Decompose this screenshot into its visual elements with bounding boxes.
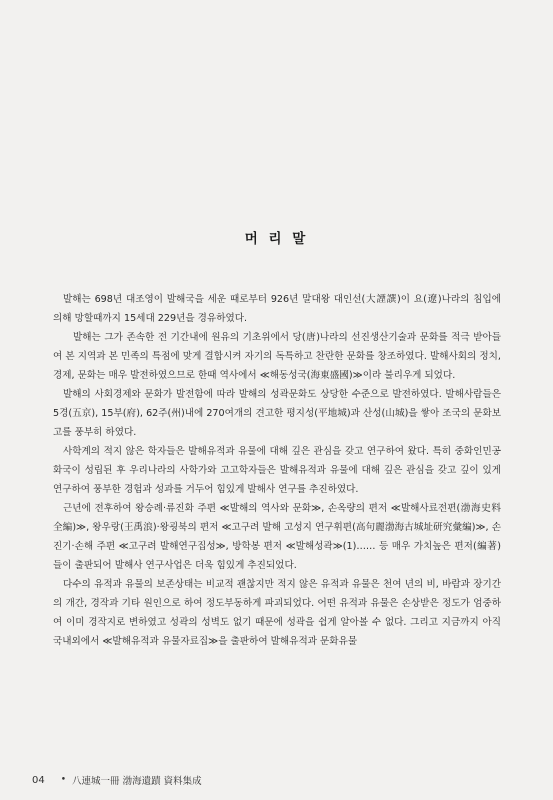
page-footer: [32, 773, 202, 787]
paragraph: 발해는 그가 존속한 전 기간내에 원유의 기초위에서 당(唐)나라의 선진생산기술과 문화를 적극 받아들여 본 지역과 본 민족의 특점에 맞게 결합시켜 자기의 독특하고 찬란한 문화를 창조하였다. 발해사회의 정치, 경제, 문화는 매우 발전하였으므로 한때 역사에서 ≪해동성국(海東盛國)≫이라 불리우게 되었다.: [53, 332, 501, 381]
paragraph: 발해는 698년 대조영이 발해국을 세운 때로부터 926년 말대왕 대인선(大諲譔)이 요(遼)나라의 침입에 의해 망할때까지 15세대 229년을 경유하였다.: [53, 294, 501, 324]
paragraph: 다수의 유적과 유물의 보존상태는 비교적 괜찮지만 적지 않은 유적과 유물은 천여 년의 비, 바람과 장기간의 개간, 경작과 기타 원인으로 하여 정도부동하게 파괴되었다. 어떤 유적과 유물은 손상받은 정도가 엄중하여 이미 경작지로 변하였고 성곽의 성벽도 없기 때문에 성곽을 쉽게 알아볼 수 없다. 그리고 지금까지 아직 국내외에서 ≪발해유적과 유물자료집≫을 출판하여 발해유적과 문화유물: [53, 579, 501, 647]
body-text: [53, 290, 501, 651]
paragraph: 사학계의 적지 않은 학자들은 발해유적과 유물에 대해 깊은 관심을 갖고 연구하여 왔다. 특히 중화인민공화국이 성립된 후 우리나라의 사학가와 고고학자들은 발해유적과 유물에 대해 깊은 관심을 갖고 깊이 있게 연구하여 풍부한 경험과 성과를 거두어 힘있게 발해사 연구를 추진하였다.: [53, 446, 501, 495]
book-title: 八連城一冊 渤海遺蹟 資料集成: [72, 776, 202, 787]
page-number: 04: [32, 774, 45, 786]
page-title: 머 리 말: [244, 231, 309, 247]
paragraph: 근년에 전후하여 왕승례·류진화 주편 ≪발해의 역사와 문화≫, 손옥량의 편저 ≪발해사료전편(渤海史料全編)≫, 왕우랑(王禹浪)·왕굉북의 편저 ≪고구려 발해 고성지 연구휘편(高句麗渤海古城址研究彙編)≫, 손진기·손해 주편 ≪고구려 발해연구집성≫, 방학봉 편저 ≪발해성곽≫(1)…… 등 매우 가치높은 편저(編著)들이 출판되어 발해사 연구사업은 더욱 힘있게 추진되었다.: [53, 503, 501, 571]
paragraph: 발해의 사회경제와 문화가 발전함에 따라 발해의 성곽문화도 상당한 수준으로 발전하였다. 발해사람들은 5경(五京), 15부(府), 62주(州)내에 270여개의 견고한 평지성(平地城)과 산성(山城)을 쌓아 조국의 문화보고를 풍부히 하였다.: [53, 389, 501, 438]
footer-bullet: •: [60, 775, 67, 785]
